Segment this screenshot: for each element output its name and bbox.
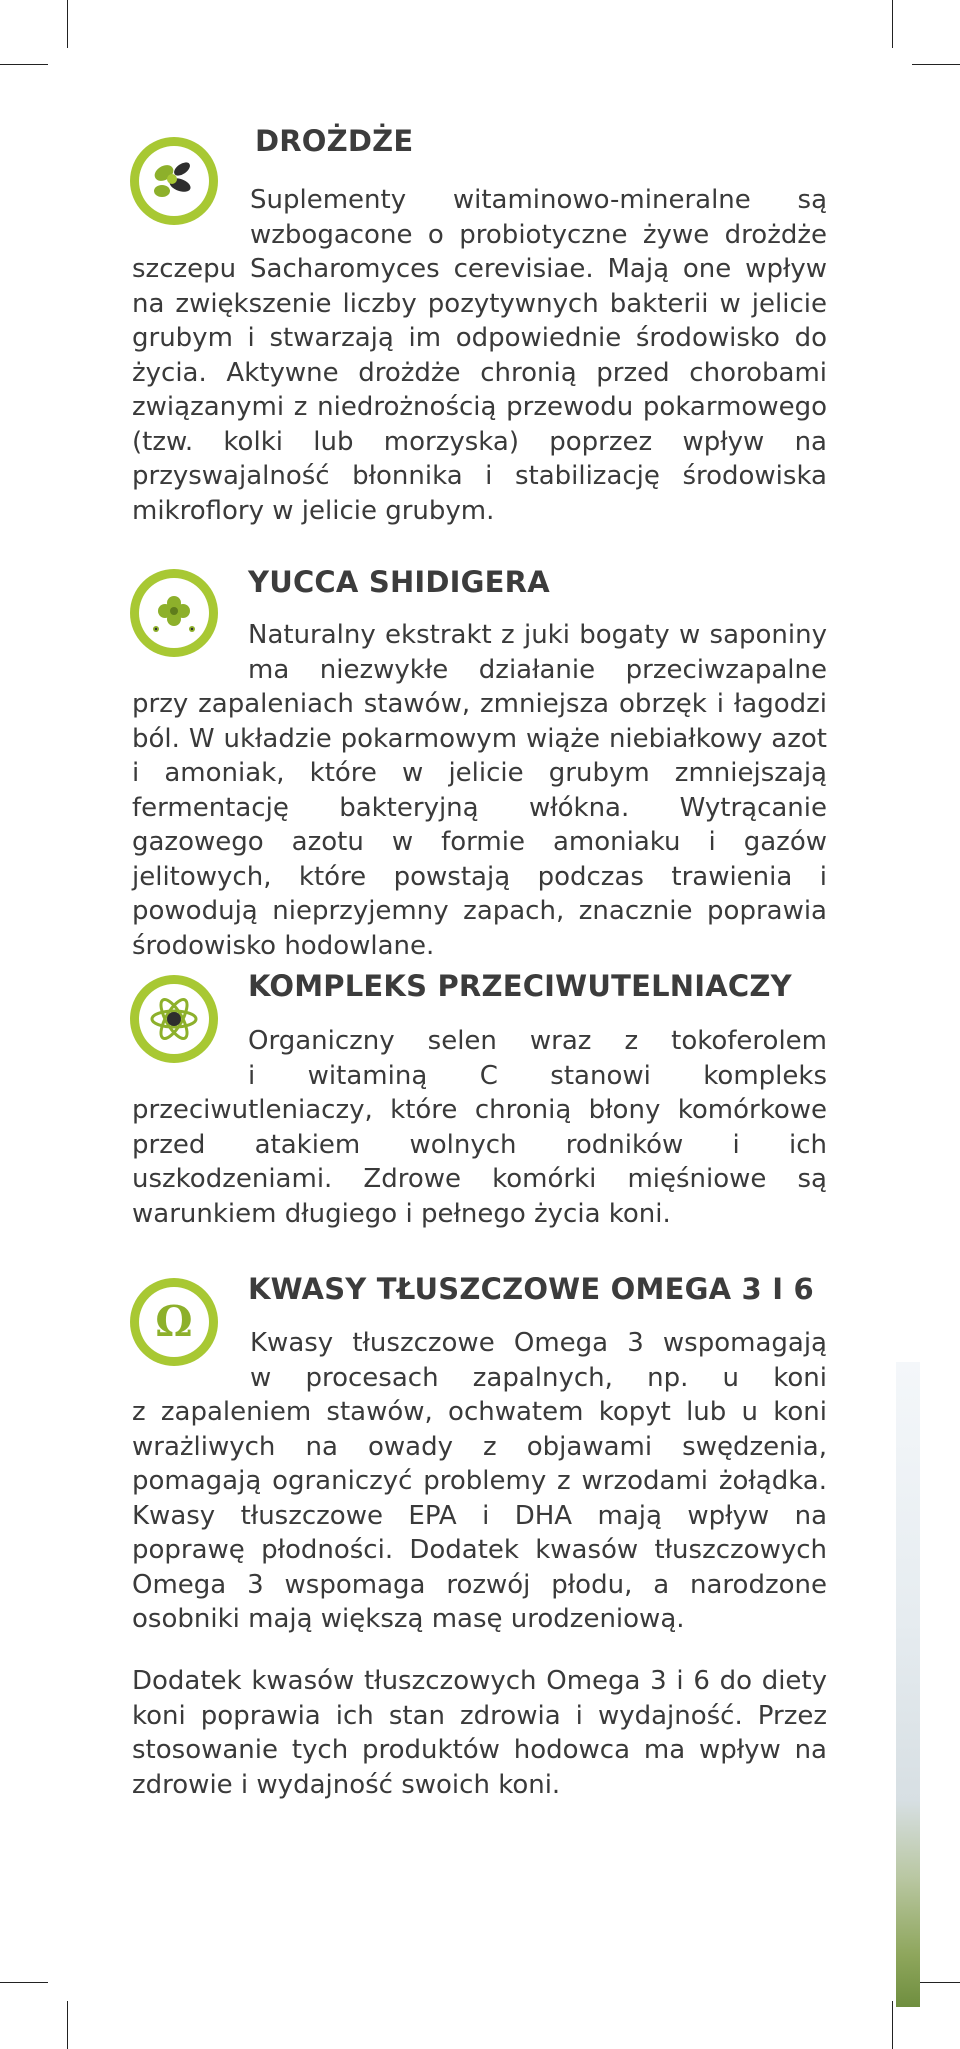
closing-section	[132, 1664, 827, 1802]
section-body	[132, 618, 827, 963]
section-heading: YUCCA SHIDIGERA	[248, 565, 550, 599]
section-heading: KOMPLEKS PRZECIWUTELNIACZY	[248, 969, 792, 1003]
lead-line: ma niezwykłe działanie przeciwzapalne	[248, 654, 827, 685]
section-body	[132, 183, 827, 528]
paragraph-text: szczepu Sacharomyces cerevisiae. Mają one wpływ na zwiększenie liczby pozytywnych bakterii w jelicie grubym i stwarzają im odpowiednie środowisko do życia. Aktywne drożdże chronią przed chorobami związanymi z niedrożnością przewodu pokarmowego (tzw. kolki lub morzyska) poprzez wpływ na przyswajalność błonnika i stabilizację środowiska mikroflory w jelicie grubym.	[132, 254, 827, 526]
lead-line: wzbogacone o probiotyczne żywe drożdże	[250, 219, 827, 250]
lead-line: w procesach zapalnych, np. u koni	[250, 1362, 827, 1393]
lead-line: Kwasy tłuszczowe Omega 3 wspomagają	[250, 1328, 827, 1358]
crop-mark-top-right	[892, 0, 893, 48]
crop-mark-bottom-left-h	[0, 1982, 48, 1983]
crop-mark-top-right-h	[912, 64, 960, 65]
svg-text:Ω: Ω	[155, 1297, 193, 1346]
lead-line: Naturalny ekstrakt z juki bogaty w saponiny	[248, 620, 827, 650]
paragraph-text: z zapaleniem stawów, ochwatem kopyt lub u koni wrażliwych na owady z objawami swędzenia, pomagają ograniczyć problemy z wrzodami żołądka. Kwasy tłuszczowe EPA i DHA mają wpływ na poprawę płodności. Dodatek kwasów tłuszczowych Omega 3 wspomaga rozwój płodu, a narodzone osobniki mają większą masę urodzeniową.	[132, 1397, 827, 1634]
section-body	[132, 1326, 827, 1637]
closing-paragraph: Dodatek kwasów tłuszczowych Omega 3 i 6 do diety koni poprawia ich stan zdrowia i wydajność. Przez stosowanie tych produktów hodowca ma wpływ na zdrowie i wydajność swoich koni.	[132, 1666, 827, 1800]
paragraph-text: przy zapaleniach stawów, zmniejsza obrzęk i łagodzi ból. W układzie pokarmowym wiąże niebiałkowy azot i amoniak, które w jelicie grubym zmniejszają fermentację bakteryjną włókna. Wytrącanie gazowego azotu w formie amoniaku i gazów jelitowych, które powstają podczas trawienia i powodują nieprzyjemny zapach, znacznie poprawia środowisko hodowlane.	[132, 689, 827, 961]
section-heading: DROŻDŻE	[255, 124, 414, 158]
lead-line: i witaminą C stanowi kompleks	[248, 1060, 827, 1091]
lead-line: Organiczny selen wraz z tokoferolem	[248, 1026, 827, 1056]
paragraph-text: przeciwutleniaczy, które chronią błony komórkowe przed atakiem wolnych rodników i ich uszkodzeniami. Zdrowe komórki mięśniowe są warunkiem długiego i pełnego życia koni.	[132, 1095, 827, 1229]
section-body	[132, 1024, 827, 1231]
crop-mark-top-left	[67, 0, 68, 48]
section-heading: KWASY TŁUSZCZOWE OMEGA 3 I 6	[248, 1272, 814, 1306]
crop-mark-bottom-left	[67, 2001, 68, 2049]
crop-mark-top-left-h	[0, 64, 48, 65]
crop-mark-bottom-right	[892, 2001, 893, 2049]
background-photo-edge	[896, 1362, 920, 2007]
lead-line: Suplementy witaminowo-mineralne są	[250, 185, 827, 215]
